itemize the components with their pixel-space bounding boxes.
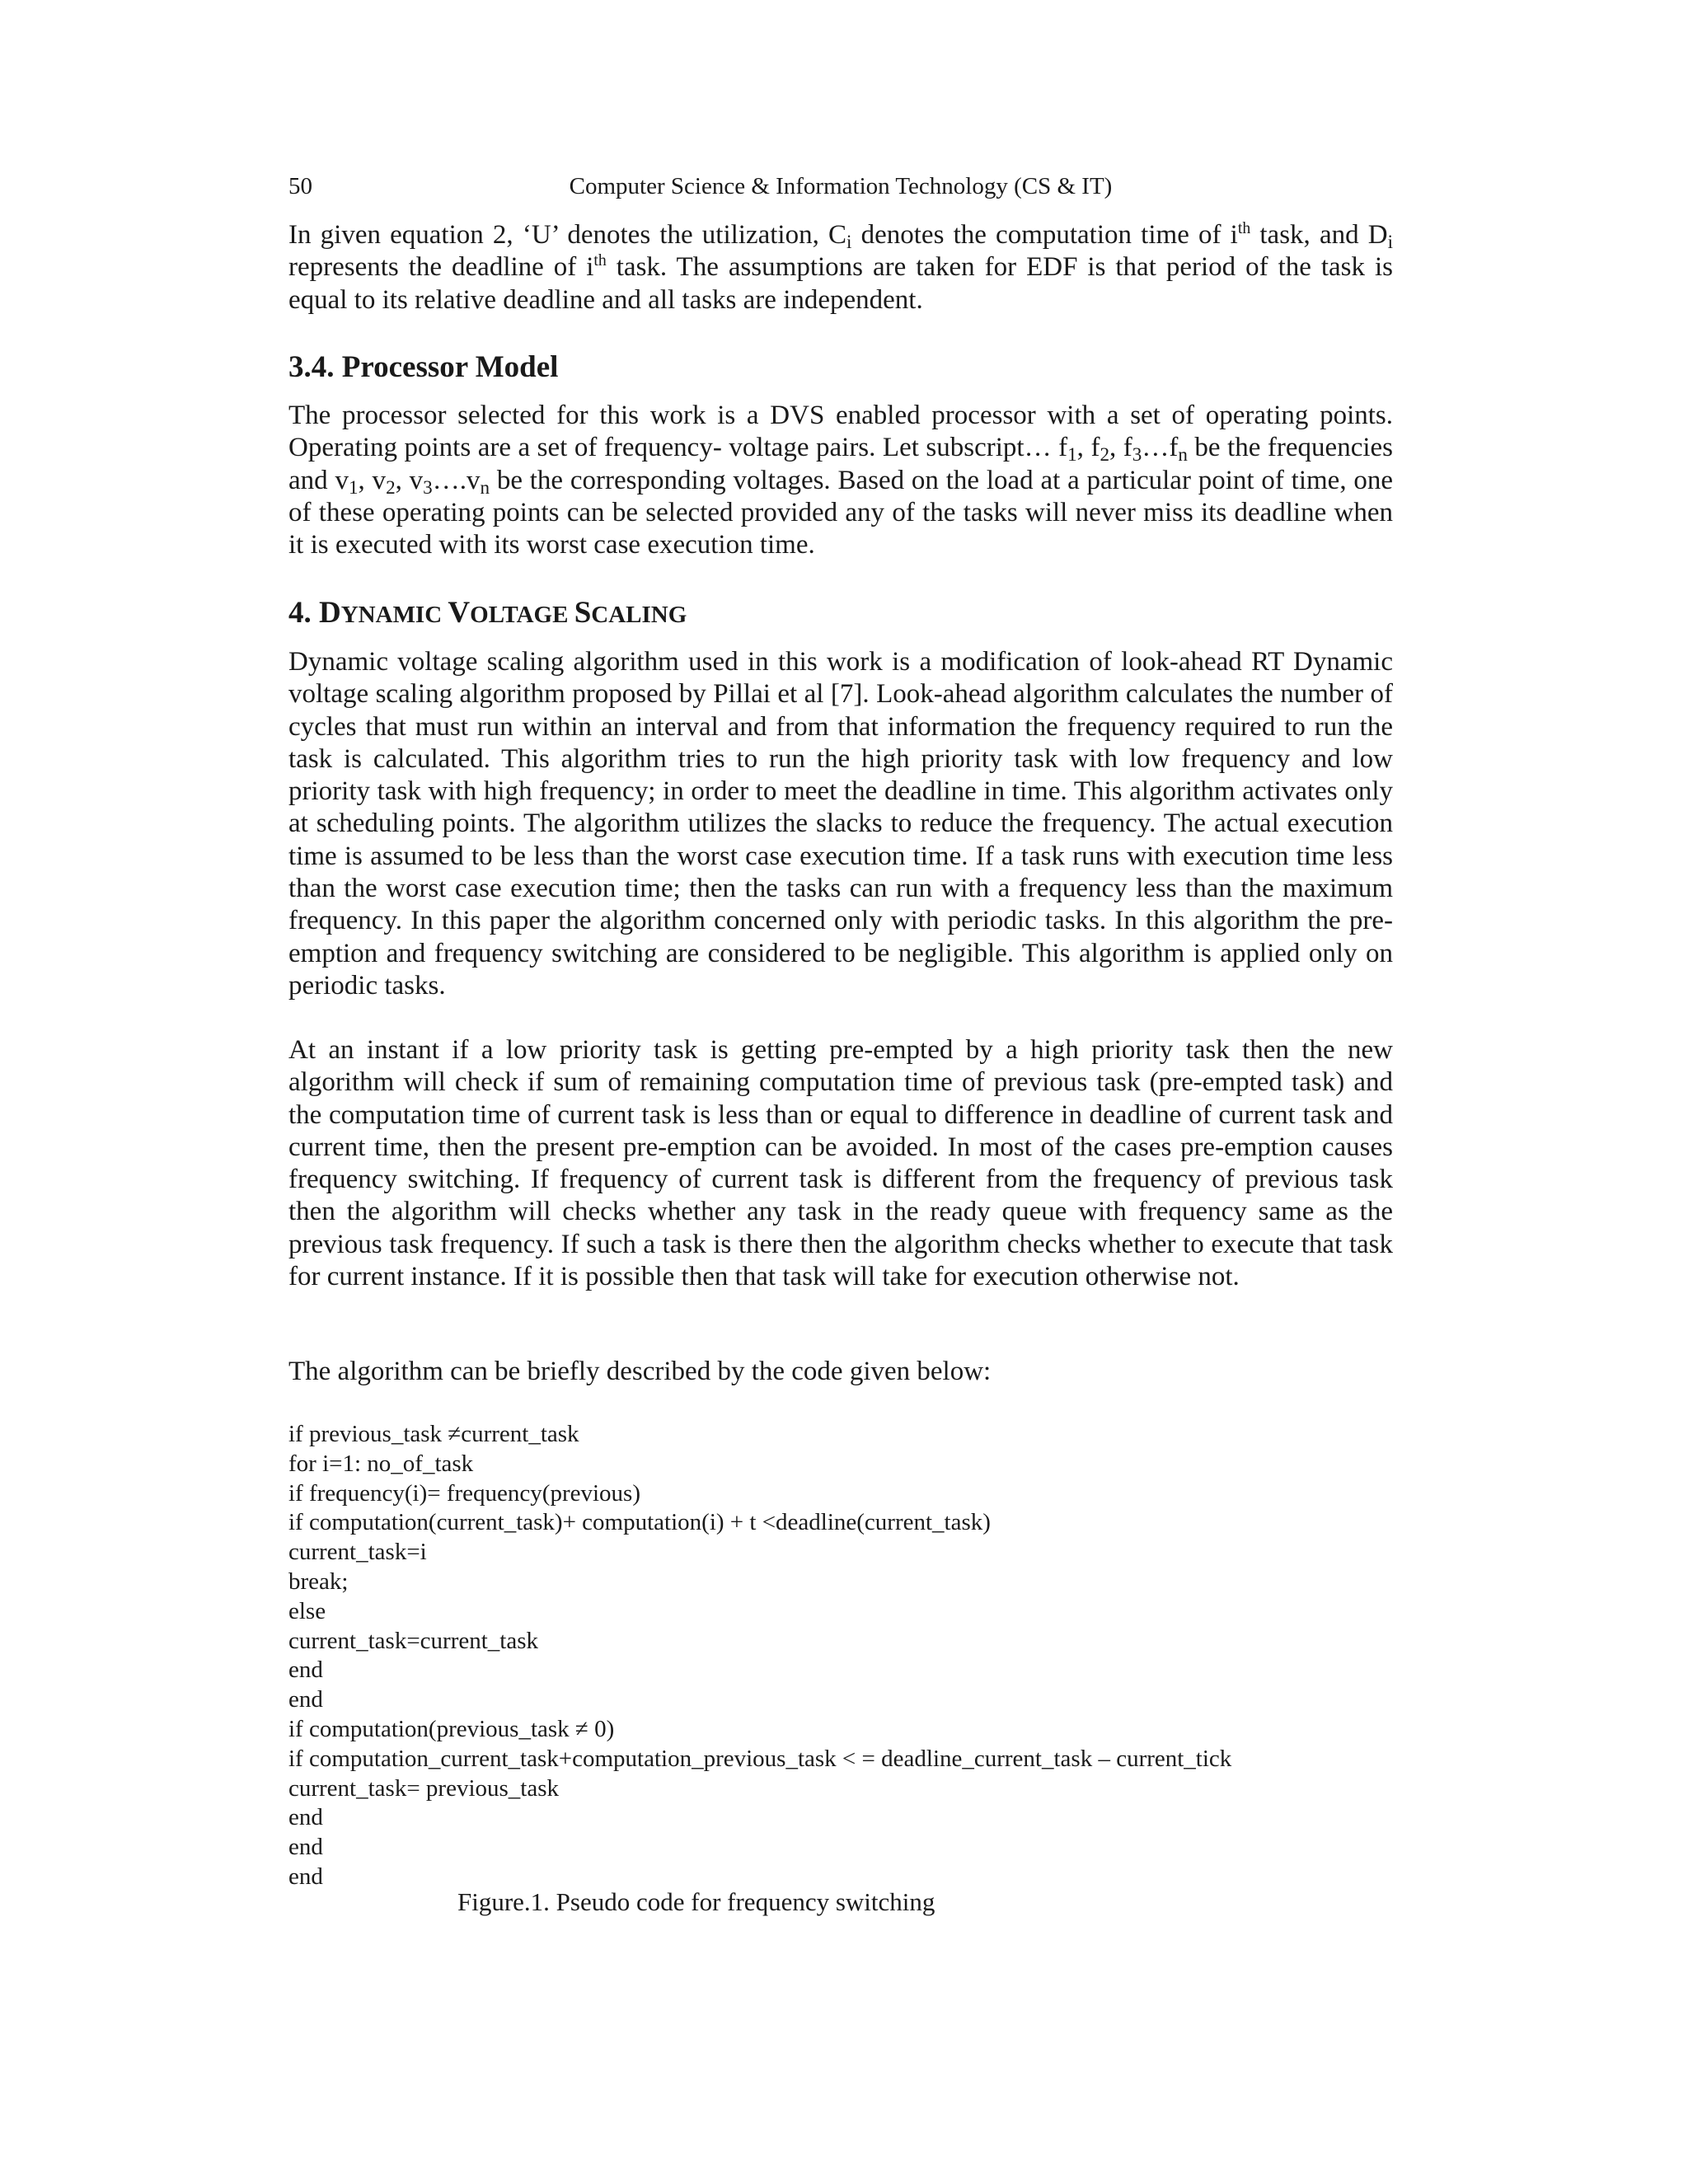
code-line: break; [288,1568,349,1595]
code-line: if computation(previous_task ≠ 0) [288,1715,615,1742]
dvs-paragraph-1: Dynamic voltage scaling algorithm used in this work is a modification of look-ahead RT Dynamic voltage scaling algorithm proposed by Pillai et al [7]. Look-ahead algorithm calculates the number of cycles that must run within an interval and from that information the frequency required to run the task is calculated. This algorithm tries to run the high priority task with low frequency and low priority task with high frequency; in order to meet the deadline in time. This algorithm activates only at scheduling points. The algorithm utilizes the slacks to reduce the frequency. The actual execution time is assumed to be less than the worst case execution time. If a task runs with execution time less than the worst case execution time; then the tasks can run with a frequency less than the maximum frequency. In this paper the algorithm concerned only with periodic tasks. In this algorithm the pre-emption and frequency switching are considered to be negligible. This algorithm is applied only on periodic tasks. [288,647,1393,1001]
code-line: end [288,1804,323,1831]
figure-caption: Figure.1. Pseudo code for frequency switching [457,1887,935,1916]
code-intro-paragraph: The algorithm can be briefly described by the code given below: [288,1357,992,1386]
code-line: if frequency(i)= frequency(previous) [288,1479,640,1507]
section-heading-dynamic-voltage-scaling: 4. DYNAMIC VOLTAGE SCALING [288,596,687,630]
processor-model-paragraph: The processor selected for this work is a DVS enabled processor with a set of operating points. Operating points are a set of frequency- voltage pairs. Let subscript… $f_1$, $f_2$, $f_3\dots f_n$ be the frequencies and $v_1$, $v_2$, $v_3\dots.v_n$ be the corresponding voltages. Based on the load at a particular point of time, one of these operating points can be selected provided any of the tasks will never miss its deadline when it is executed with its worst case execution time. [288,401,1394,560]
running-header [288,173,1393,209]
code-line: if computation_current_task+computation_previous_task < = deadline_current_task – current_tick [288,1745,1232,1772]
code-line: if computation(current_task)+ computation(i) + t <deadline(current_task) [288,1509,991,1536]
code-line: current_task= previous_task [288,1774,560,1802]
journal-title: Computer Science & Information Technology (CS & IT) [569,173,1113,199]
code-line: end [288,1834,323,1861]
code-line: end [288,1657,323,1684]
page-number: 50 [288,173,312,199]
code-line: end [288,1863,323,1890]
code-line: current_task=i [288,1539,427,1566]
pseudo-code-block [288,1420,1393,1892]
code-line: if previous_task ≠current_task [288,1421,579,1447]
code-line: current_task=current_task [288,1627,539,1654]
intro-paragraph: In given equation 2, ‘U’ denotes the utilization, $C_i$ denotes the computation time of $i^{th}$ task, and $D_i$ represents the deadline of $i^{th}$ task. The assumptions are taken for EDF is that period of the task is equal to its relative deadline and all tasks are independent. [288,219,1394,315]
code-line: for i=1: no_of_task [288,1450,474,1477]
dvs-paragraph-2: At an instant if a low priority task is getting pre-empted by a high priority task then the new algorithm will check if sum of remaining computation time of previous task (pre-empted task) and the computation time of current task is less than or equal to difference in deadline of current task and current time, then the present pre-emption can be avoided. In most of the cases pre-emption causes frequency switching. If frequency of current task is different from the frequency of previous task then the algorithm will checks whether any task in the ready queue with frequency same as the previous task frequency. If such a task is there then the algorithm checks whether to execute that task for current instance. If it is possible then that task will take for execution otherwise not. [288,1035,1393,1292]
section-heading-processor-model: 3.4. Processor Model [288,350,559,384]
code-line: end [288,1686,323,1713]
code-line: else [288,1597,326,1624]
